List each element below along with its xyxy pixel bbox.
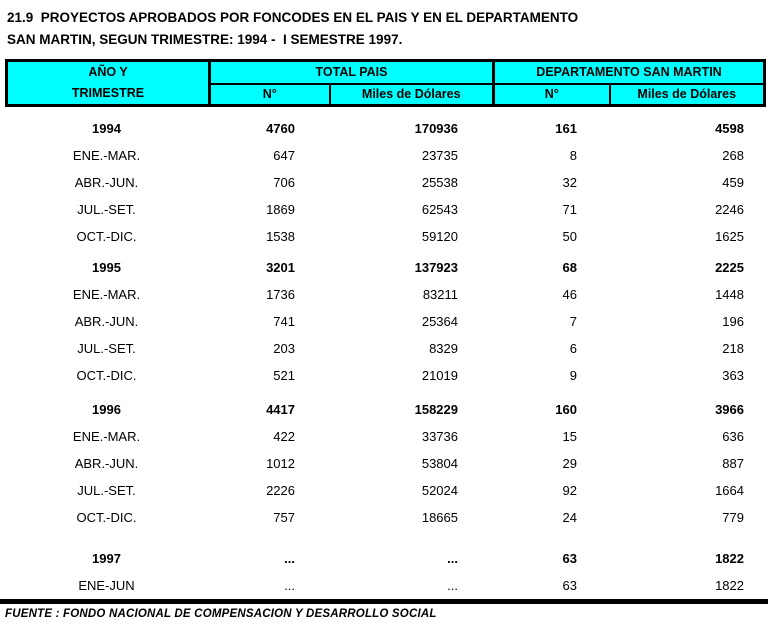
year-row (5, 115, 763, 142)
quarter-value: 83211 (422, 287, 458, 302)
quarter-row (5, 169, 763, 196)
header-cell-year-trimestre (7, 61, 210, 106)
quarter-row (5, 477, 763, 504)
quarter-value: 1448 (715, 287, 744, 302)
quarter-value: 7 (569, 314, 577, 329)
quarter-value: 25538 (421, 175, 458, 190)
quarter-label: ENE.-MAR. (72, 429, 141, 444)
quarter-value: 71 (562, 202, 577, 217)
header-year-line1: AÑO Y (88, 65, 128, 79)
quarter-row (5, 362, 763, 389)
quarter-value: 459 (722, 175, 744, 190)
quarter-value: 15 (562, 429, 577, 444)
header-cell-miles-total-pais: Miles de Dólares (330, 84, 494, 106)
quarter-row (5, 335, 763, 362)
table-body (5, 115, 763, 599)
year-total-value: ... (284, 551, 295, 566)
quarter-value: 21019 (421, 368, 458, 383)
header-cell-n-total-pais: N° (210, 84, 330, 106)
quarter-value: 59120 (421, 229, 458, 244)
header-cell-miles-san-martin: Miles de Dólares (610, 84, 765, 106)
quarter-value: 203 (273, 341, 295, 356)
quarter-label: ENE.-MAR. (72, 148, 141, 163)
year-total-value: 4417 (266, 402, 295, 417)
year-row (5, 396, 763, 423)
quarter-label: JUL.-SET. (77, 202, 136, 217)
quarter-value: 268 (722, 148, 744, 163)
quarter-value: 196 (722, 314, 744, 329)
quarter-value: 9 (569, 368, 577, 383)
quarter-value: 1869 (266, 202, 295, 217)
source-note: FUENTE : FONDO NACIONAL DE COMPENSACION Y DESARROLLO SOCIAL (5, 608, 437, 620)
quarter-value: 52024 (421, 483, 458, 498)
quarter-label: OCT.-DIC. (76, 510, 137, 525)
quarter-label: ENE-JUN (78, 578, 135, 593)
quarter-value: 50 (562, 229, 577, 244)
block-spacer (5, 389, 763, 396)
year-total-value: 170936 (414, 121, 458, 136)
quarter-value: 23735 (421, 148, 458, 163)
year-label: 1995 (92, 260, 121, 275)
quarter-value: 887 (722, 456, 744, 471)
quarter-value: 8 (569, 148, 577, 163)
quarter-value: 1538 (266, 229, 295, 244)
quarter-value: 25364 (421, 314, 458, 329)
quarter-value: 29 (562, 456, 577, 471)
quarter-row (5, 504, 763, 531)
quarter-value: 8329 (429, 341, 458, 356)
title-line-2: SAN MARTIN, SEGUN TRIMESTRE: 1994 - I SEMESTRE 1997. (7, 32, 403, 47)
year-total-value: 1822 (715, 551, 744, 566)
quarter-row (5, 142, 763, 169)
quarter-value: 6 (569, 341, 577, 356)
title-line-1: 21.9 PROYECTOS APROBADOS POR FONCODES EN EL PAIS Y EN EL DEPARTAMENTO (7, 10, 579, 25)
year-total-value: 4760 (266, 121, 295, 136)
quarter-row (5, 450, 763, 477)
year-total-value: 137923 (414, 260, 458, 275)
year-row (5, 254, 763, 281)
footer-rule (0, 599, 768, 604)
header-cell-departamento-san-martin: DEPARTAMENTO SAN MARTIN (494, 61, 765, 84)
year-label: 1996 (92, 402, 121, 417)
year-total-value: 3966 (715, 402, 744, 417)
quarter-label: OCT.-DIC. (76, 229, 137, 244)
quarter-value: 757 (273, 510, 295, 525)
quarter-row (5, 223, 763, 250)
year-label: 1994 (92, 121, 121, 136)
quarter-value: 1664 (715, 483, 744, 498)
quarter-value: 422 (273, 429, 295, 444)
quarter-row (5, 196, 763, 223)
quarter-label: ENE.-MAR. (72, 287, 141, 302)
quarter-row (5, 308, 763, 335)
quarter-value: 218 (722, 341, 744, 356)
quarter-label: OCT.-DIC. (76, 368, 137, 383)
quarter-value: 741 (273, 314, 295, 329)
year-total-value: 4598 (715, 121, 744, 136)
quarter-label: JUL.-SET. (77, 483, 136, 498)
quarter-value: 53804 (421, 456, 458, 471)
quarter-value: 18665 (421, 510, 458, 525)
quarter-value: ... (284, 578, 295, 593)
year-total-value: 161 (555, 121, 577, 136)
quarter-value: 779 (722, 510, 744, 525)
quarter-value: 1012 (266, 456, 295, 471)
year-total-value: 63 (562, 551, 577, 566)
quarter-value: 92 (562, 483, 577, 498)
quarter-value: 32 (562, 175, 577, 190)
quarter-value: 521 (273, 368, 295, 383)
statistics-table (5, 59, 763, 599)
quarter-value: 363 (722, 368, 744, 383)
quarter-value: 46 (562, 287, 577, 302)
year-total-value: 160 (555, 402, 577, 417)
quarter-value: 2226 (266, 483, 295, 498)
quarter-row (5, 423, 763, 450)
quarter-label: JUL.-SET. (77, 341, 136, 356)
quarter-value: ... (447, 578, 458, 593)
block-spacer (5, 531, 763, 545)
year-total-value: 2225 (715, 260, 744, 275)
header-cell-total-pais: TOTAL PAIS (210, 61, 494, 84)
header-year-line2: TRIMESTRE (71, 86, 145, 100)
year-total-value: 3201 (266, 260, 295, 275)
quarter-value: 1625 (715, 229, 744, 244)
quarter-value: 63 (562, 578, 577, 593)
quarter-value: 2246 (715, 202, 744, 217)
table-header (5, 59, 766, 107)
quarter-value: 24 (562, 510, 577, 525)
year-total-value: 158229 (414, 402, 458, 417)
quarter-value: 706 (273, 175, 295, 190)
year-label: 1997 (92, 551, 121, 566)
year-total-value: ... (447, 551, 458, 566)
quarter-value: 1736 (266, 287, 295, 302)
year-total-value: 68 (562, 260, 577, 275)
quarter-value: 647 (273, 148, 295, 163)
year-row (5, 545, 763, 572)
quarter-label: ABR.-JUN. (74, 456, 139, 471)
quarter-row (5, 572, 763, 599)
quarter-value: 62543 (421, 202, 458, 217)
header-cell-n-san-martin: N° (494, 84, 610, 106)
table-title (0, 0, 768, 51)
quarter-row (5, 281, 763, 308)
quarter-value: 1822 (715, 578, 744, 593)
quarter-value: 636 (722, 429, 744, 444)
quarter-value: 33736 (421, 429, 458, 444)
quarter-label: ABR.-JUN. (74, 314, 139, 329)
quarter-label: ABR.-JUN. (74, 175, 139, 190)
